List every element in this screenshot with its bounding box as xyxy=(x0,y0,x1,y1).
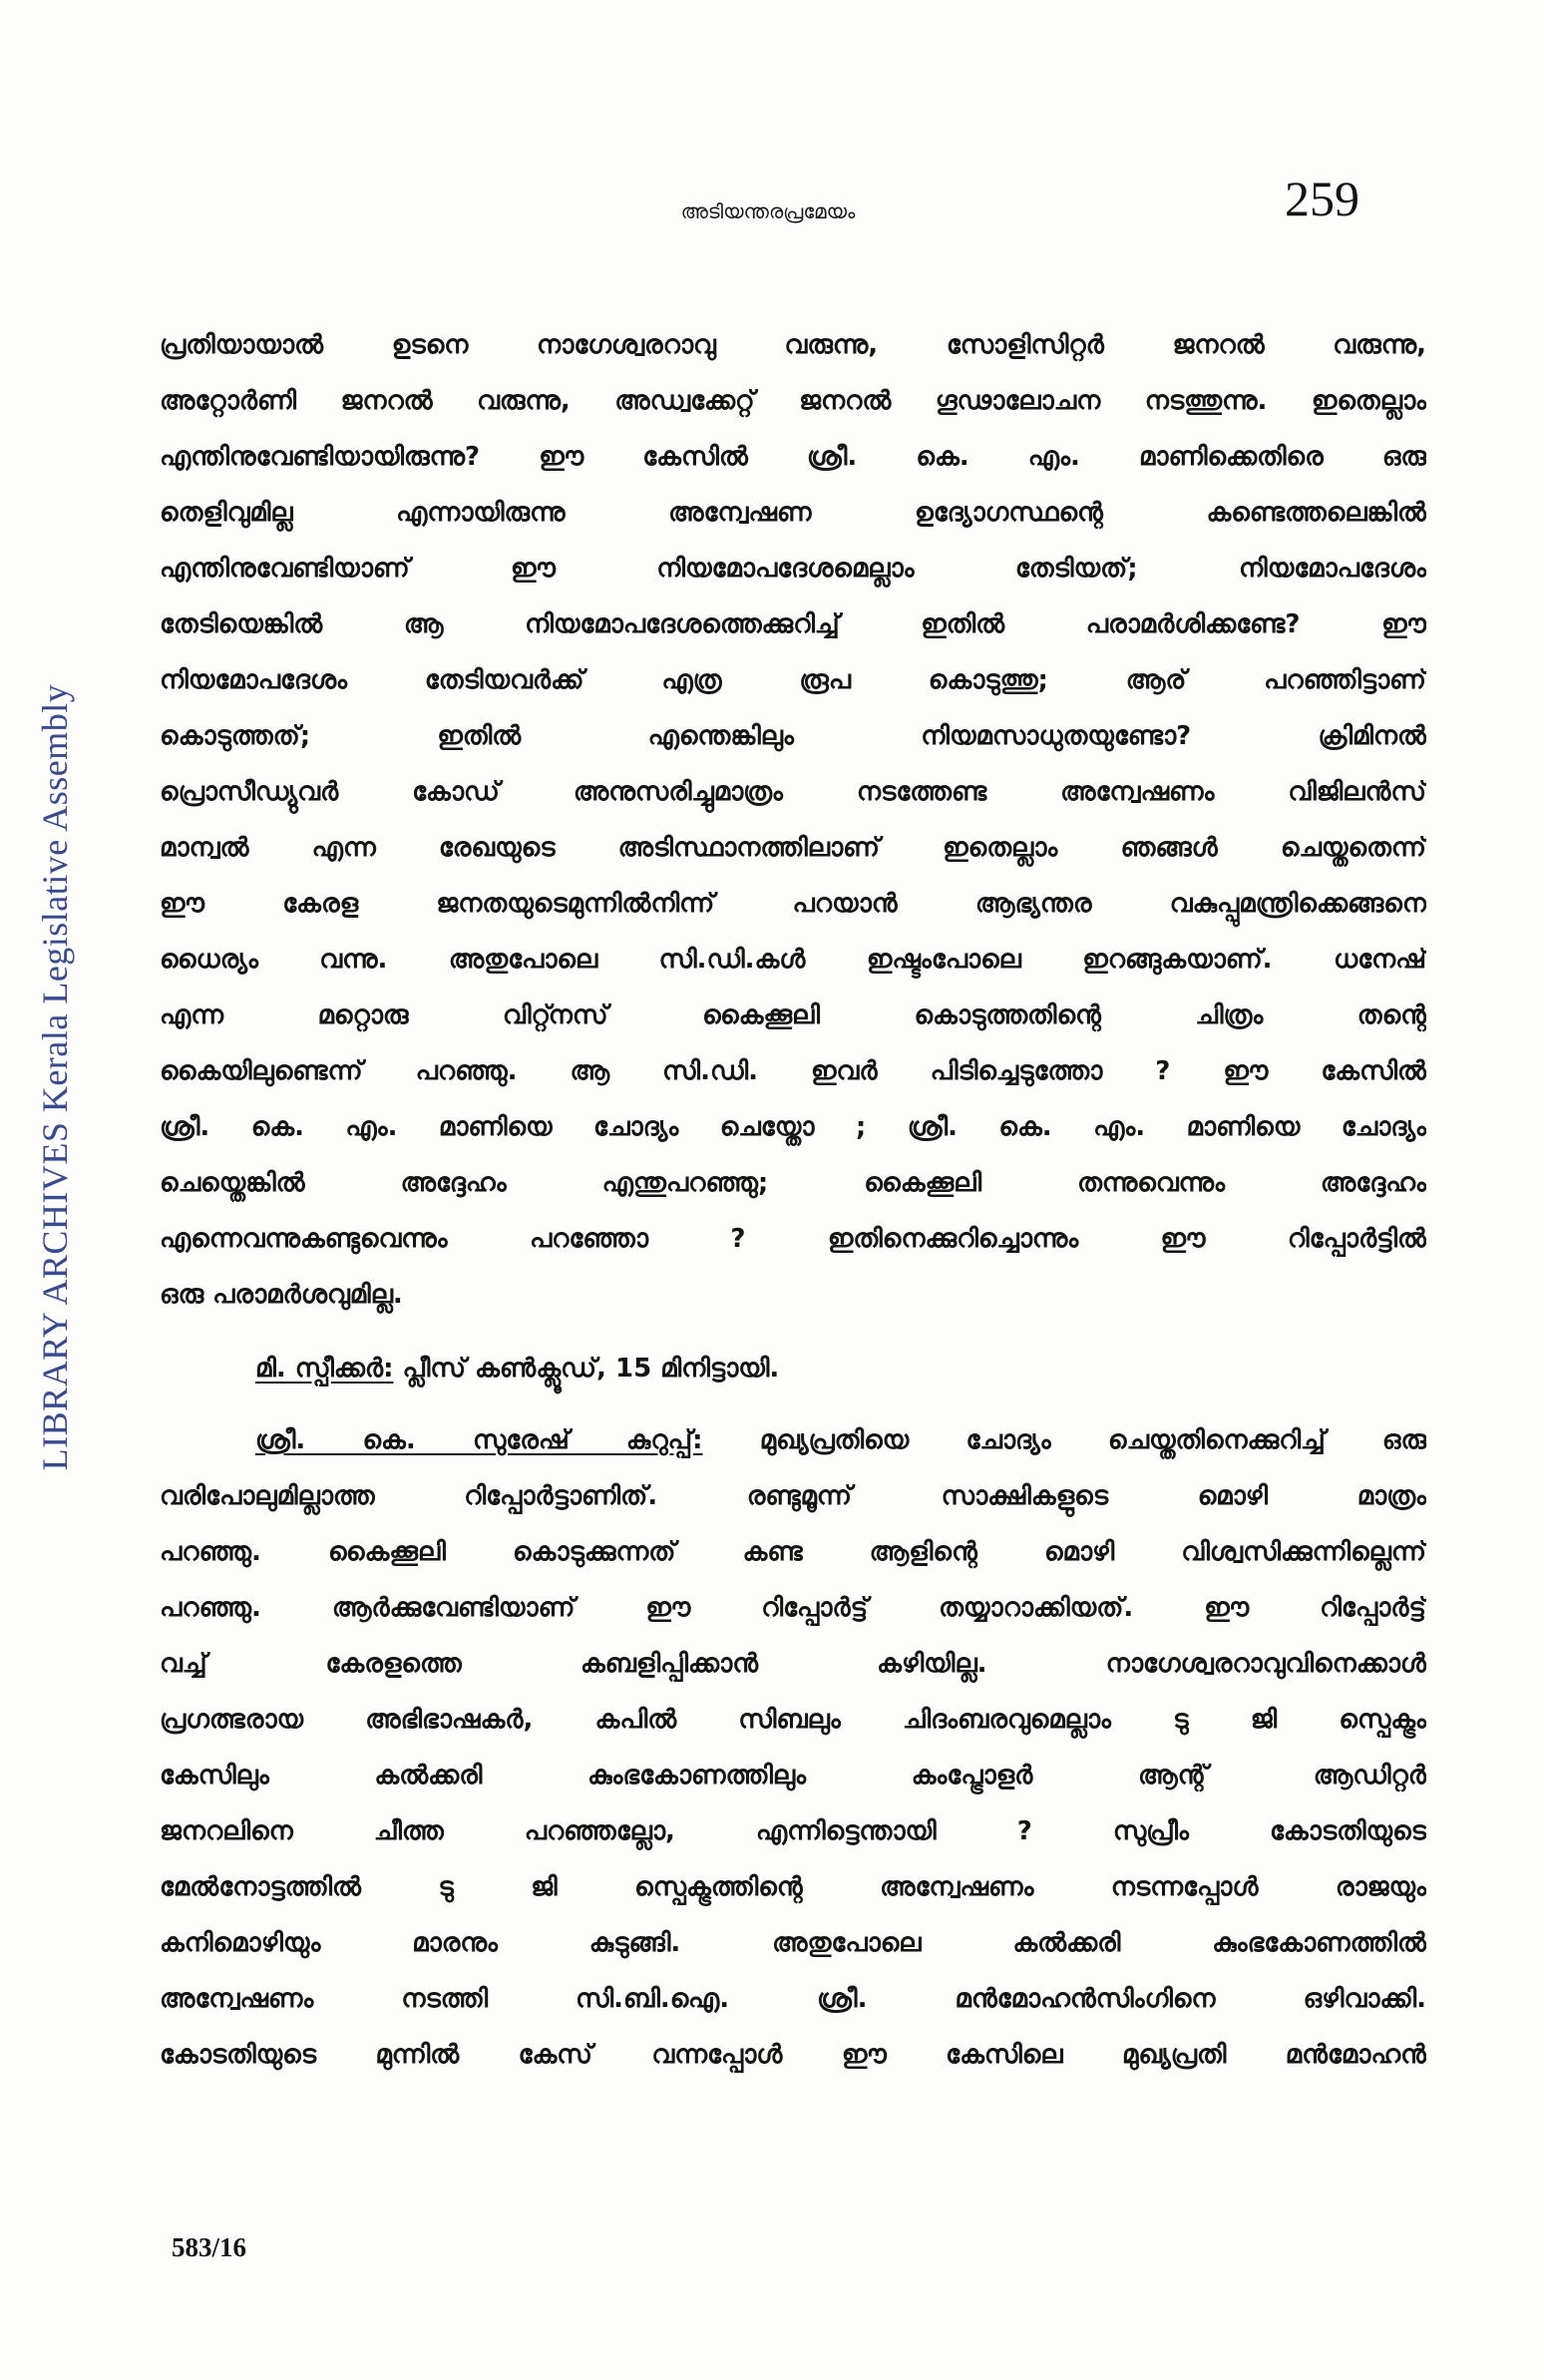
text-line: കോടതിയുടെ മുന്നിൽ കേസ് വന്നപ്പോൾ ഈ കേസിലെ മുഖ്യപ്രതി മൻമോഹൻ xyxy=(160,2040,1426,2070)
text-line: കൊടുത്തത്; ഇതിൽ എന്തെങ്കിലും നിയമസാധുതയുണ്ടോ? ക്രിമിനൽ xyxy=(160,721,1426,751)
text-line: എന്നെവന്നുകണ്ടുവെന്നും പറഞ്ഞോ ? ഇതിനെക്കുറിച്ചൊന്നും ഈ റിപ്പോർട്ടിൽ xyxy=(160,1224,1426,1254)
text-line: ധൈര്യം വന്നു. അതുപോലെ സി.ഡി.കൾ ഇഷ്ടംപോലെ ഇറങ്ങുകയാണ്. ധനേഷ് xyxy=(160,945,1426,975)
text-line: കേസിലും കൽക്കരി കുംഭകോണത്തിലും കംപ്ട്രോളർ ആന്റ് ആഡിറ്റർ xyxy=(160,1761,1426,1790)
text-line: എന്ന മറ്റൊരു വിറ്റ്നസ് കൈക്കൂലി കൊടുത്തതിന്റെ ചിത്രം തന്റെ xyxy=(160,1000,1426,1030)
text-line: വരിപോലുമില്ലാത്ത റിപ്പോർട്ടാണിത്. രണ്ടുമൂന്ന് സാക്ഷികളുടെ മൊഴി മാത്രം xyxy=(160,1481,1426,1511)
speaker-line-1 xyxy=(160,1341,1426,1396)
text-line: തെളിവുമില്ല എന്നായിരുന്നു അന്വേഷണ ഉദ്യോഗസ്ഥന്റെ കണ്ടെത്തലെങ്കിൽ xyxy=(160,498,1426,528)
speaker-text: മുഖ്യപ്രതിയെ ചോദ്യം ചെയ്തതിനെക്കുറിച്ച് ഒരു xyxy=(702,1425,1426,1455)
text-line: പറഞ്ഞു. കൈക്കൂലി കൊടുക്കുന്നത് കണ്ട ആളിന്റെ മൊഴി വിശ്വസിക്കുന്നില്ലെന്ന് xyxy=(160,1537,1426,1567)
text-line: ഒരു പരാമർശവുമില്ല. xyxy=(160,1280,403,1310)
text-line: തേടിയെങ്കിൽ ആ നിയമോപദേശത്തെക്കുറിച്ച് ഇതിൽ പരാമർശിക്കണ്ടേ? ഈ xyxy=(160,609,1426,639)
text-line: അറ്റോർണി ജനറൽ വരുന്നു, അഡ്വക്കേറ്റ് ജനറൽ ഗൂഢാലോചന നടത്തുന്നു. ഇതെല്ലാം xyxy=(160,386,1426,416)
text-line: പ്രഗത്ഭരായ അഭിഭാഷകർ, കപിൽ സിബലും ചിദംബരവുമെല്ലാം ടു ജി സ്പെക്ട്രം xyxy=(160,1705,1426,1735)
speaker-text: പ്ലീസ് കൺക്ലൂഡ്, 15 മിനിട്ടായി. xyxy=(393,1354,780,1384)
page-number: 259 xyxy=(1285,171,1359,226)
text-line: കനിമൊഴിയും മാരനും കുടുങ്ങി. അതുപോലെ കൽക്കരി കുംഭകോണത്തിൽ xyxy=(160,1928,1426,1958)
paragraph-2 xyxy=(160,1412,1426,2083)
text-line: നിയമോപദേശം തേടിയവർക്ക് എത്ര രൂപ കൊടുത്തു; ആര് പറഞ്ഞിട്ടാണ് xyxy=(160,665,1426,695)
text-line: പ്രതിയായാൽ ഉടനെ നാഗേശ്വരറാവു വരുന്നു, സോളിസിറ്റർ ജനറൽ വരുന്നു, xyxy=(160,330,1426,360)
text-line: മേൽനോട്ടത്തിൽ ടു ജി സ്പെക്ട്രത്തിന്റെ അന്വേഷണം നടന്നപ്പോൾ രാജയും xyxy=(160,1872,1426,1902)
speaker-name: ശ്രീ. കെ. സുരേഷ് കുറുപ്പ്: xyxy=(255,1425,703,1455)
text-line: ചെയ്തെങ്കിൽ അദ്ദേഹം എന്തുപറഞ്ഞു; കൈക്കൂലി തന്നുവെന്നും അദ്ദേഹം xyxy=(160,1168,1426,1198)
running-title: അടിയന്തരപ്രമേയം xyxy=(680,199,856,223)
speaker-name: മി. സ്പീക്കർ: xyxy=(255,1354,394,1384)
paragraph-1 xyxy=(160,317,1426,1323)
text-line: പ്രൊസീഡ്യുവർ കോഡ് അനുസരിച്ചുമാത്രം നടത്തേണ്ട അന്വേഷണം വിജിലൻസ് xyxy=(160,777,1426,807)
body-text xyxy=(160,317,1426,2083)
text-line: പറഞ്ഞു. ആർക്കുവേണ്ടിയാണ് ഈ റിപ്പോർട്ട് തയ്യാറാക്കിയത്. ഈ റിപ്പോർട്ട് xyxy=(160,1593,1426,1623)
text-line: കൈയിലുണ്ടെന്ന് പറഞ്ഞു. ആ സി.ഡി. ഇവർ പിടിച്ചെടുത്തോ ? ഈ കേസിൽ xyxy=(160,1056,1426,1086)
archive-watermark: LIBRARY ARCHIVES Kerala Legislative Assembly xyxy=(35,683,75,1471)
text-line: ജനറലിനെ ചീത്ത പറഞ്ഞല്ലോ, എന്നിട്ടെന്തായി ? സുപ്രീം കോടതിയുടെ xyxy=(160,1816,1426,1846)
text-line: എന്തിനുവേണ്ടിയാണ് ഈ നിയമോപദേശമെല്ലാം തേടിയത്; നിയമോപദേശം xyxy=(160,554,1426,584)
text-line: ശ്രീ. കെ. എം. മാണിയെ ചോദ്യം ചെയ്തോ ; ശ്രീ. കെ. എം. മാണിയെ ചോദ്യം xyxy=(160,1112,1426,1142)
text-line: മാന്വൽ എന്ന രേഖയുടെ അടിസ്ഥാനത്തിലാണ് ഇതെല്ലാം ഞങ്ങൾ ചെയ്തതെന്ന് xyxy=(160,833,1426,863)
speaker-line-2 xyxy=(160,1412,1426,1468)
text-line: എന്തിനുവേണ്ടിയായിരുന്നു? ഈ കേസിൽ ശ്രീ. കെ. എം. മാണിക്കെതിരെ ഒരു xyxy=(160,442,1426,472)
footer-code: 583/16 xyxy=(172,2232,247,2262)
text-line: വച്ച് കേരളത്തെ കബളിപ്പിക്കാൻ കഴിയില്ല. നാഗേശ്വരറാവുവിനെക്കാൾ xyxy=(160,1649,1426,1679)
text-line: ഈ കേരള ജനതയുടെമുന്നിൽനിന്ന് പറയാൻ ആഭ്യന്തര വകുപ്പുമന്ത്രിക്കെങ്ങനെ xyxy=(160,889,1426,919)
text-line: അന്വേഷണം നടത്തി സി.ബി.ഐ. ശ്രീ. മൻമോഹൻസിംഗിനെ ഒഴിവാക്കി. xyxy=(160,1984,1426,2014)
